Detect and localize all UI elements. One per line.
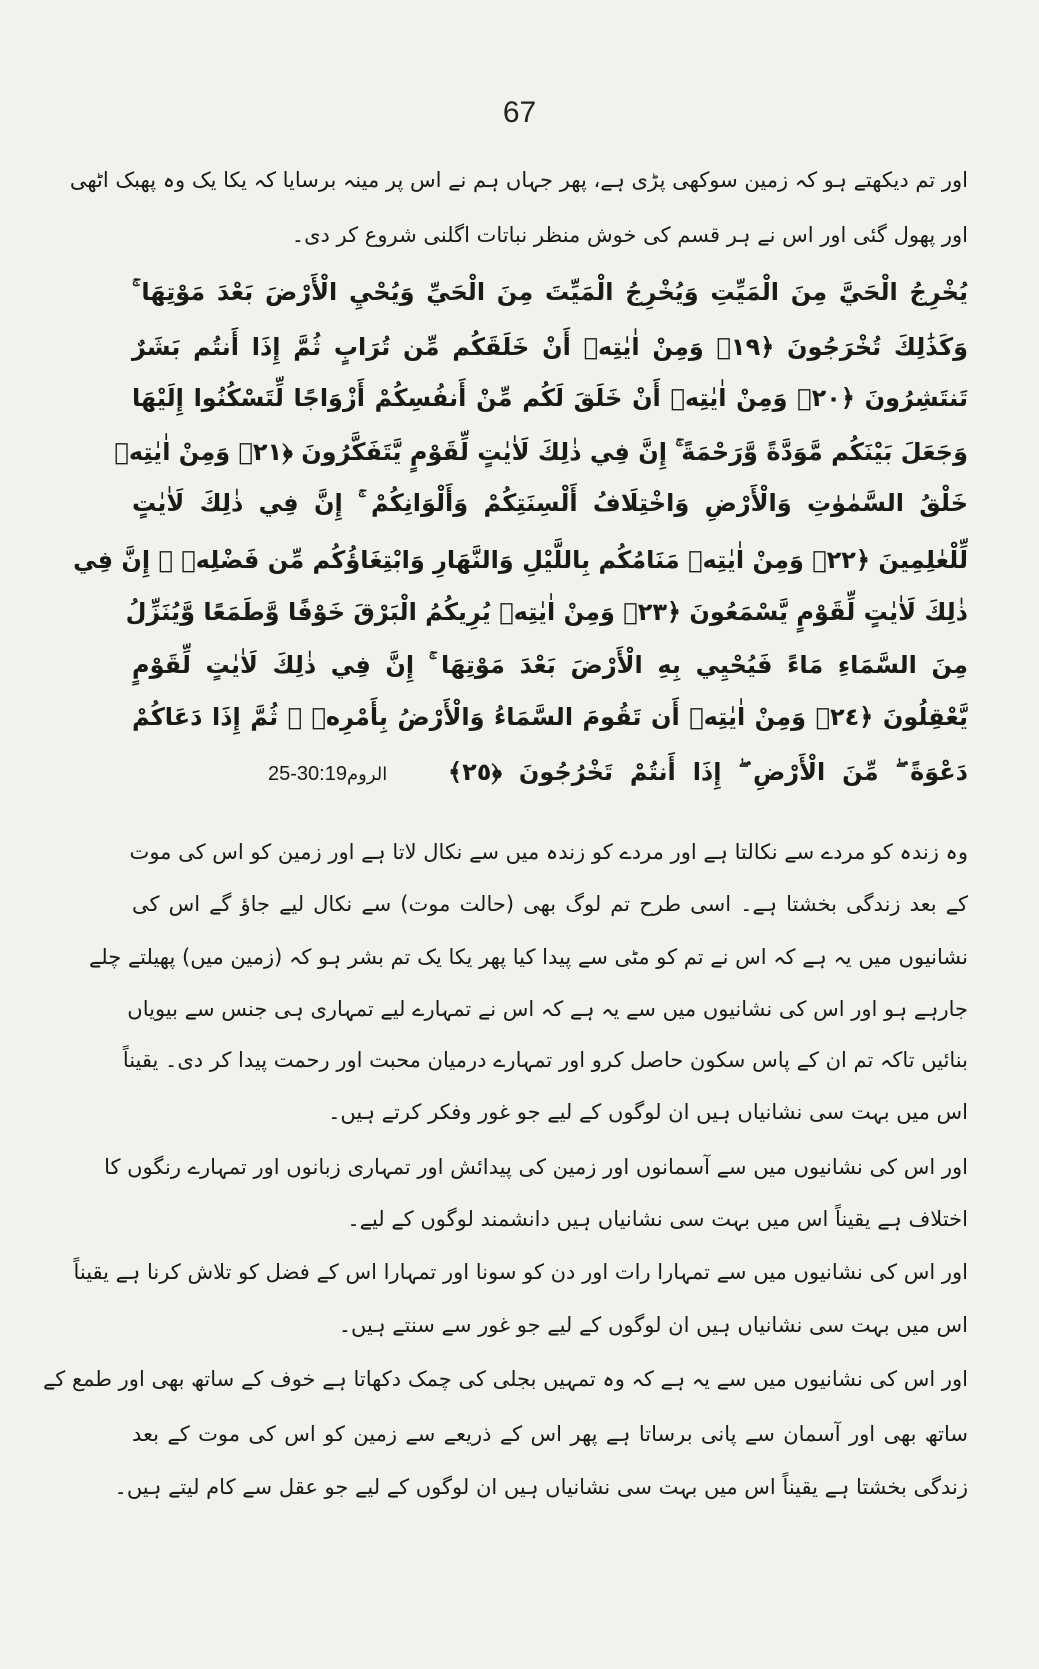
surah-name: الروم <box>346 764 388 785</box>
verse-range: 30:19-25 <box>268 763 347 785</box>
verse-line: خَلْقُ السَّمٰوٰتِ وَالْأَرْضِ وَاخْتِلَافُ أَلْسِنَتِكُمْ وَأَلْوَانِكُمْ ۚ إِنَّ فِي ذٰلِكَ لَاٰيٰتٍ <box>132 489 968 517</box>
translation-line: زندگی بخشتا ہے یقیناً اس میں بہت سی نشانیاں ہیں ان لوگوں کے لیے جو عقل سے کام لیتے ہیں۔ <box>114 1475 968 1499</box>
translation-line: اس میں بہت سی نشانیاں ہیں ان لوگوں کے لیے جو غور وفکر کرتے ہیں۔ <box>328 1100 968 1124</box>
verse-line: لِّلْعٰلِمِينَ ﴿٢٢﴾ وَمِنْ اٰيٰتِهٖ مَنَامُكُم بِاللَّيْلِ وَالنَّهَارِ وَابْتِغَاؤُكُم مِّن فَضْلِهٖ ۚ إِنَّ فِي <box>73 546 968 574</box>
translation-line: اختلاف ہے یقیناً اس میں بہت سی نشانیاں ہیں دانشمند لوگوں کے لیے۔ <box>347 1207 968 1231</box>
verse-line: يُخْرِجُ الْحَيَّ مِنَ الْمَيِّتِ وَيُخْرِجُ الْمَيِّتَ مِنَ الْحَيِّ وَيُحْيِ الْأَرْضَ بَعْدَ مَوْتِهَا ۚ <box>132 278 968 306</box>
translation-line: جارہے ہو اور اس کی نشانیوں میں سے یہ ہے کہ اس نے تمہارے لیے تمہاری ہی جنس سے بیویاں <box>127 997 968 1021</box>
translation-line: بنائیں تاکہ تم ان کے پاس سکون حاصل کرو اور تمہارے درمیان محبت اور رحمت پیدا کر دی۔ یقیناً <box>122 1048 968 1072</box>
translation-line: ساتھ بھی اور آسمان سے پانی برساتا ہے پھر اس کے ذریعے سے زمین کو اس کی موت کے بعد <box>132 1422 968 1446</box>
translation-line: اور اس کی نشانیوں میں سے آسمانوں اور زمین کی پیدائش اور تمہاری زبانوں اور تمہارے رنگوں کا <box>104 1155 968 1179</box>
intro-line: اور پھول گئی اور اس نے ہر قسم کی خوش منظر نباتات اگلنی شروع کر دی۔ <box>291 223 968 247</box>
verse-line: وَكَذَٰلِكَ تُخْرَجُونَ ﴿١٩﴾ وَمِنْ اٰيٰتِهٖ أَنْ خَلَقَكُم مِّن تُرَابٍ ثُمَّ إِذَا أَنتُم بَشَرٌ <box>132 333 968 361</box>
verse-line: دَعْوَةً ۖ مِّنَ الْأَرْضِ ۖ إِذَا أَنتُمْ تَخْرُجُونَ ﴿٢٥﴾ <box>448 758 968 786</box>
translation-line: اور اس کی نشانیوں میں سے یہ ہے کہ وہ تمہیں بجلی کی چمک دکھاتا ہے خوف کے ساتھ بھی اور طمع کے <box>42 1367 968 1391</box>
verse-line: وَجَعَلَ بَيْنَكُم مَّوَدَّةً وَّرَحْمَةً ۚ إِنَّ فِي ذٰلِكَ لَاٰيٰتٍ لِّقَوْمٍ يَّتَفَكَّرُونَ ﴿٢١﴾ وَمِنْ اٰيٰتِهٖ <box>114 438 968 466</box>
translation-line: اور اس کی نشانیوں میں سے تمہارا رات اور دن کو سونا اور تمہارا اس کے فضل کو تلاش کرنا ہے یقیناً <box>73 1260 968 1284</box>
verse-line: تَنتَشِرُونَ ﴿٢٠﴾ وَمِنْ اٰيٰتِهٖ أَنْ خَلَقَ لَكُم مِّنْ أَنفُسِكُمْ أَزْوَاجًا لِّتَسْكُنُوا إِلَيْهَا <box>132 384 968 412</box>
translation-line: نشانیوں میں یہ ہے کہ اس نے تم کو مٹی سے پیدا کیا پھر یکا یک تم بشر ہو کہ (زمین میں) پھیلتے چلے <box>88 945 968 969</box>
translation-line: کے بعد زندگی بخشتا ہے۔ اسی طرح تم لوگ بھی (حالت موت) سے نکال لیے جاؤ گے اس کی <box>132 892 968 916</box>
translation-line: وہ زندہ کو مردے سے نکالتا ہے اور مردے کو زندہ میں سے نکال لاتا ہے اور زمین کو اس کی موت <box>129 840 968 864</box>
verse-line: يَّعْقِلُونَ ﴿٢٤﴾ وَمِنْ اٰيٰتِهٖ أَن تَقُومَ السَّمَاءُ وَالْأَرْضُ بِأَمْرِهٖ ۚ ثُمَّ إِذَا دَعَاكُمْ <box>132 703 968 731</box>
verse-line: ذٰلِكَ لَاٰيٰتٍ لِّقَوْمٍ يَّسْمَعُونَ ﴿٢٣﴾ وَمِنْ اٰيٰتِهٖ يُرِيكُمُ الْبَرْقَ خَوْفًا وَّطَمَعًا وَّيُنَزِّلُ <box>125 598 968 626</box>
verse-line: مِنَ السَّمَاءِ مَاءً فَيُحْيِي بِهِ الْأَرْضَ بَعْدَ مَوْتِهَا ۚ إِنَّ فِي ذٰلِكَ لَاٰيٰتٍ لِّقَوْمٍ <box>132 651 968 679</box>
page-number: 67 <box>502 96 537 129</box>
translation-line: اس میں بہت سی نشانیاں ہیں ان لوگوں کے لیے جو غور سے سنتے ہیں۔ <box>338 1313 968 1337</box>
intro-line: اور تم دیکھتے ہو کہ زمین سوکھی پڑی ہے، پھر جہاں ہم نے اس پر مینہ برسایا کہ یکا یک وہ پھبک اٹھی <box>69 168 968 192</box>
verse-reference <box>268 763 387 786</box>
